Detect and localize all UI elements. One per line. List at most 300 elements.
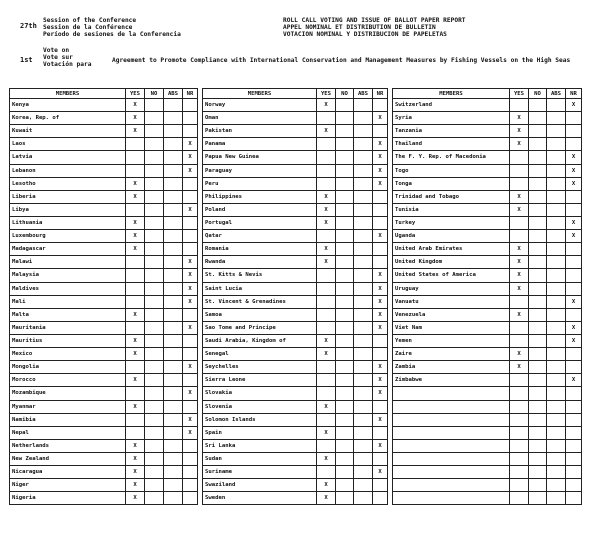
table-row — [203, 321, 388, 334]
vote-yes-cell: X — [317, 190, 336, 203]
vote-yes-cell: X — [126, 125, 145, 138]
vote-table-1 — [9, 88, 198, 505]
table-row — [203, 492, 388, 505]
vote-nr-cell — [183, 216, 198, 229]
vote-no-cell — [145, 413, 164, 426]
member-name: Laos — [10, 138, 126, 151]
vote-no-cell — [145, 269, 164, 282]
vote-yes-cell: X — [126, 466, 145, 479]
vote-yes-cell — [126, 151, 145, 164]
vote-yes-cell: X — [510, 269, 529, 282]
vote-no-cell — [145, 308, 164, 321]
vote-nr-cell — [373, 243, 388, 256]
vote-no-cell — [145, 256, 164, 269]
session-number: 27th — [20, 22, 37, 30]
vote-yes-cell: X — [510, 112, 529, 125]
vote-no-cell — [145, 243, 164, 256]
vote-nr-cell — [566, 387, 582, 400]
vote-abs-cell — [547, 387, 566, 400]
table-row — [10, 151, 198, 164]
column-header-yes: YES — [126, 89, 145, 99]
vote-no-cell — [145, 321, 164, 334]
vote-abs-cell — [547, 466, 566, 479]
vote-abs-cell — [547, 256, 566, 269]
member-name: St. Kitts & Nevis — [203, 269, 317, 282]
report-title — [283, 17, 466, 39]
vote-nr-cell — [373, 99, 388, 112]
vote-no-cell — [336, 492, 354, 505]
vote-no-cell — [145, 439, 164, 452]
vote-yes-cell — [510, 374, 529, 387]
table-row — [393, 151, 582, 164]
member-name — [393, 492, 510, 505]
vote-yes-cell — [510, 230, 529, 243]
member-name: Samoa — [203, 308, 317, 321]
column-header-yes: YES — [510, 89, 529, 99]
table-row — [10, 400, 198, 413]
vote-nr-cell: X — [183, 295, 198, 308]
member-name: Myanmar — [10, 400, 126, 413]
session-label-fr: Session de la Conférence — [43, 24, 133, 32]
vote-abs-cell — [547, 426, 566, 439]
vote-no-cell — [529, 361, 547, 374]
vote-abs-cell — [164, 190, 183, 203]
vote-nr-cell — [373, 125, 388, 138]
vote-abs-cell — [164, 138, 183, 151]
table-row — [203, 374, 388, 387]
member-name: Saudi Arabia, Kingdom of — [203, 334, 317, 347]
member-name: Liberia — [10, 190, 126, 203]
vote-yes-cell — [510, 426, 529, 439]
member-name — [393, 439, 510, 452]
table-row — [393, 190, 582, 203]
vote-no-cell — [145, 479, 164, 492]
member-name: Switzerland — [393, 99, 510, 112]
vote-abs-cell — [354, 269, 373, 282]
vote-yes-cell — [126, 256, 145, 269]
vote-nr-cell: X — [566, 295, 582, 308]
member-name: Lithuania — [10, 216, 126, 229]
member-name: Slovenia — [203, 400, 317, 413]
table-row — [10, 216, 198, 229]
vote-abs-cell — [164, 374, 183, 387]
vote-no-cell — [529, 138, 547, 151]
vote-abs-cell — [354, 190, 373, 203]
table-row — [393, 269, 582, 282]
member-name: Mexico — [10, 348, 126, 361]
table-row — [10, 321, 198, 334]
vote-abs-cell — [164, 413, 183, 426]
member-name: Madagascar — [10, 243, 126, 256]
vote-yes-cell: X — [317, 479, 336, 492]
vote-nr-cell: X — [373, 295, 388, 308]
table-row — [10, 269, 198, 282]
table-row — [10, 190, 198, 203]
vote-nr-cell: X — [373, 151, 388, 164]
vote-no-cell — [336, 400, 354, 413]
vote-nr-cell — [183, 348, 198, 361]
vote-yes-cell: X — [510, 282, 529, 295]
vote-yes-cell: X — [126, 452, 145, 465]
vote-label — [43, 47, 91, 69]
member-name: Norway — [203, 99, 317, 112]
vote-no-cell — [145, 400, 164, 413]
vote-no-cell — [336, 361, 354, 374]
column-header-members: MEMBERS — [10, 89, 126, 99]
vote-no-cell — [529, 374, 547, 387]
table-row — [203, 256, 388, 269]
vote-yes-cell — [126, 164, 145, 177]
vote-abs-cell — [354, 426, 373, 439]
member-name: Mauritania — [10, 321, 126, 334]
vote-yes-cell: X — [317, 99, 336, 112]
vote-abs-cell — [164, 479, 183, 492]
vote-nr-cell — [183, 308, 198, 321]
vote-abs-cell — [164, 334, 183, 347]
vote-yes-cell — [126, 295, 145, 308]
member-name: Peru — [203, 177, 317, 190]
vote-nr-cell — [566, 308, 582, 321]
vote-abs-cell — [354, 138, 373, 151]
vote-no-cell — [529, 151, 547, 164]
vote-no-cell — [529, 295, 547, 308]
table-row — [203, 138, 388, 151]
vote-abs-cell — [354, 177, 373, 190]
vote-yes-cell: X — [317, 492, 336, 505]
vote-no-cell — [145, 164, 164, 177]
vote-nr-cell — [566, 466, 582, 479]
vote-abs-cell — [354, 151, 373, 164]
vote-nr-cell: X — [373, 361, 388, 374]
vote-no-cell — [529, 426, 547, 439]
vote-nr-cell: X — [373, 439, 388, 452]
table-row — [203, 282, 388, 295]
vote-nr-cell — [566, 361, 582, 374]
vote-no-cell — [529, 269, 547, 282]
vote-nr-cell — [566, 203, 582, 216]
vote-yes-cell — [510, 216, 529, 229]
vote-no-cell — [529, 413, 547, 426]
table-row — [203, 99, 388, 112]
vote-nr-cell — [566, 190, 582, 203]
member-name: Latvia — [10, 151, 126, 164]
vote-yes-cell — [126, 282, 145, 295]
vote-yes-cell: X — [126, 177, 145, 190]
vote-yes-cell: X — [317, 452, 336, 465]
vote-no-cell — [529, 164, 547, 177]
vote-yes-cell — [510, 334, 529, 347]
member-name — [393, 400, 510, 413]
vote-yes-cell — [317, 295, 336, 308]
vote-number: 1st — [20, 56, 33, 64]
table-row — [203, 151, 388, 164]
vote-yes-cell — [510, 164, 529, 177]
member-name — [393, 413, 510, 426]
table-header-row — [10, 89, 198, 99]
vote-abs-cell — [164, 256, 183, 269]
column-header-no: NO — [529, 89, 547, 99]
vote-abs-cell — [354, 452, 373, 465]
vote-no-cell — [145, 203, 164, 216]
vote-no-cell — [145, 282, 164, 295]
vote-yes-cell — [510, 439, 529, 452]
vote-yes-cell — [510, 413, 529, 426]
table-row — [393, 466, 582, 479]
vote-nr-cell — [566, 256, 582, 269]
table-row — [203, 452, 388, 465]
member-name: St. Vincent & Grenadines — [203, 295, 317, 308]
vote-no-cell — [336, 243, 354, 256]
vote-no-cell — [529, 230, 547, 243]
vote-abs-cell — [547, 334, 566, 347]
column-header-abs: ABS — [354, 89, 373, 99]
column-header-nr: NR — [566, 89, 582, 99]
table-row — [203, 125, 388, 138]
table-row — [10, 492, 198, 505]
vote-table-2 — [202, 88, 388, 505]
member-name: Suriname — [203, 466, 317, 479]
vote-nr-cell — [566, 112, 582, 125]
table-row — [10, 164, 198, 177]
member-name: Papua New Guinea — [203, 151, 317, 164]
vote-abs-cell — [547, 243, 566, 256]
vote-abs-cell — [547, 151, 566, 164]
vote-abs-cell — [164, 282, 183, 295]
vote-no-cell — [336, 125, 354, 138]
table-row — [203, 295, 388, 308]
session-label — [43, 17, 181, 39]
table-row — [393, 413, 582, 426]
vote-abs-cell — [354, 361, 373, 374]
vote-abs-cell — [354, 125, 373, 138]
vote-table-3 — [392, 88, 582, 505]
vote-nr-cell: X — [183, 282, 198, 295]
table-row — [203, 269, 388, 282]
vote-yes-cell — [510, 177, 529, 190]
vote-nr-cell — [566, 282, 582, 295]
member-name: Saint Lucia — [203, 282, 317, 295]
vote-nr-cell — [566, 492, 582, 505]
vote-no-cell — [336, 203, 354, 216]
vote-abs-cell — [354, 374, 373, 387]
table-row — [203, 479, 388, 492]
vote-yes-cell — [126, 426, 145, 439]
vote-abs-cell — [547, 125, 566, 138]
member-name: Tunisia — [393, 203, 510, 216]
member-name — [393, 387, 510, 400]
table-row — [393, 348, 582, 361]
vote-no-cell — [145, 295, 164, 308]
vote-nr-cell: X — [566, 230, 582, 243]
vote-yes-cell: X — [126, 243, 145, 256]
vote-abs-cell — [164, 99, 183, 112]
vote-nr-cell: X — [373, 164, 388, 177]
vote-yes-cell — [317, 308, 336, 321]
vote-yes-cell — [510, 151, 529, 164]
table-row — [393, 216, 582, 229]
report-title-fr: APPEL NOMINAL ET DISTRIBUTION DE BULLETIN — [283, 24, 436, 32]
table-row — [10, 348, 198, 361]
vote-nr-cell — [183, 190, 198, 203]
table-row — [393, 479, 582, 492]
vote-abs-cell — [354, 348, 373, 361]
member-name: Slovakia — [203, 387, 317, 400]
vote-no-cell — [145, 190, 164, 203]
member-name: Zambia — [393, 361, 510, 374]
vote-abs-cell — [164, 151, 183, 164]
vote-no-cell — [145, 151, 164, 164]
vote-abs-cell — [354, 282, 373, 295]
table-row — [203, 216, 388, 229]
vote-no-cell — [145, 426, 164, 439]
vote-yes-cell — [126, 321, 145, 334]
vote-abs-cell — [354, 321, 373, 334]
vote-abs-cell — [164, 466, 183, 479]
vote-yes-cell — [317, 151, 336, 164]
member-name: Vanuatu — [393, 295, 510, 308]
vote-no-cell — [529, 492, 547, 505]
member-name: Korea, Rep. of — [10, 112, 126, 125]
table-row — [393, 334, 582, 347]
table-row — [393, 439, 582, 452]
table-row — [10, 334, 198, 347]
vote-no-cell — [145, 361, 164, 374]
table-row — [393, 256, 582, 269]
member-name: Romania — [203, 243, 317, 256]
vote-yes-cell: X — [126, 492, 145, 505]
column-header-no: NO — [145, 89, 164, 99]
table-row — [393, 112, 582, 125]
vote-nr-cell: X — [183, 138, 198, 151]
vote-abs-cell — [164, 387, 183, 400]
vote-abs-cell — [164, 177, 183, 190]
vote-no-cell — [336, 177, 354, 190]
table-row — [393, 387, 582, 400]
vote-nr-cell: X — [183, 203, 198, 216]
vote-yes-cell — [317, 374, 336, 387]
member-name: Qatar — [203, 230, 317, 243]
vote-yes-cell: X — [317, 125, 336, 138]
table-header-row — [393, 89, 582, 99]
vote-abs-cell — [354, 413, 373, 426]
member-name — [393, 452, 510, 465]
vote-abs-cell — [164, 492, 183, 505]
vote-yes-cell: X — [126, 348, 145, 361]
vote-abs-cell — [164, 439, 183, 452]
vote-no-cell — [336, 387, 354, 400]
vote-nr-cell — [566, 426, 582, 439]
vote-nr-cell — [373, 492, 388, 505]
member-name: The F. Y. Rep. of Macedonia — [393, 151, 510, 164]
table-row — [10, 112, 198, 125]
vote-nr-cell — [183, 125, 198, 138]
member-name: Pakistan — [203, 125, 317, 138]
member-name: Uganda — [393, 230, 510, 243]
vote-no-cell — [336, 308, 354, 321]
member-name: Kenya — [10, 99, 126, 112]
table-row — [10, 203, 198, 216]
vote-yes-cell: X — [126, 439, 145, 452]
vote-abs-cell — [547, 361, 566, 374]
vote-nr-cell — [566, 243, 582, 256]
table-row — [203, 466, 388, 479]
vote-no-cell — [529, 452, 547, 465]
column-header-abs: ABS — [547, 89, 566, 99]
vote-no-cell — [145, 216, 164, 229]
vote-nr-cell: X — [373, 413, 388, 426]
vote-no-cell — [145, 387, 164, 400]
vote-no-cell — [529, 282, 547, 295]
vote-abs-cell — [164, 361, 183, 374]
column-header-members: MEMBERS — [203, 89, 317, 99]
vote-nr-cell: X — [183, 426, 198, 439]
vote-no-cell — [145, 99, 164, 112]
vote-nr-cell — [566, 452, 582, 465]
table-row — [203, 243, 388, 256]
vote-no-cell — [336, 164, 354, 177]
member-name: Sierra Leone — [203, 374, 317, 387]
vote-nr-cell — [183, 400, 198, 413]
vote-nr-cell: X — [183, 387, 198, 400]
vote-no-cell — [336, 452, 354, 465]
member-name: Turkey — [393, 216, 510, 229]
vote-nr-cell — [566, 138, 582, 151]
vote-nr-cell: X — [566, 374, 582, 387]
vote-no-cell — [529, 216, 547, 229]
vote-abs-cell — [354, 308, 373, 321]
vote-nr-cell — [183, 439, 198, 452]
vote-yes-cell — [317, 230, 336, 243]
vote-yes-cell: X — [126, 112, 145, 125]
vote-yes-cell: X — [317, 348, 336, 361]
vote-no-cell — [336, 413, 354, 426]
member-name: Rwanda — [203, 256, 317, 269]
table-row — [10, 295, 198, 308]
vote-no-cell — [145, 334, 164, 347]
vote-nr-cell: X — [183, 413, 198, 426]
vote-abs-cell — [547, 269, 566, 282]
vote-abs-cell — [164, 125, 183, 138]
vote-no-cell — [145, 492, 164, 505]
vote-no-cell — [336, 348, 354, 361]
vote-no-cell — [145, 125, 164, 138]
member-name: Malta — [10, 308, 126, 321]
member-name: Zaire — [393, 348, 510, 361]
vote-yes-cell: X — [317, 256, 336, 269]
vote-no-cell — [336, 466, 354, 479]
vote-no-cell — [336, 374, 354, 387]
vote-yes-cell: X — [510, 256, 529, 269]
vote-abs-cell — [547, 348, 566, 361]
member-name — [393, 426, 510, 439]
member-name: United Arab Emirates — [393, 243, 510, 256]
table-row — [203, 190, 388, 203]
table-row — [10, 308, 198, 321]
member-name: Syria — [393, 112, 510, 125]
vote-nr-cell: X — [566, 216, 582, 229]
vote-abs-cell — [164, 230, 183, 243]
table-row — [203, 400, 388, 413]
vote-nr-cell: X — [566, 164, 582, 177]
member-name: Nicaragua — [10, 466, 126, 479]
vote-no-cell — [145, 138, 164, 151]
table-row — [393, 426, 582, 439]
vote-abs-cell — [547, 230, 566, 243]
vote-no-cell — [529, 321, 547, 334]
vote-abs-cell — [354, 99, 373, 112]
vote-nr-cell — [183, 452, 198, 465]
member-name — [393, 479, 510, 492]
